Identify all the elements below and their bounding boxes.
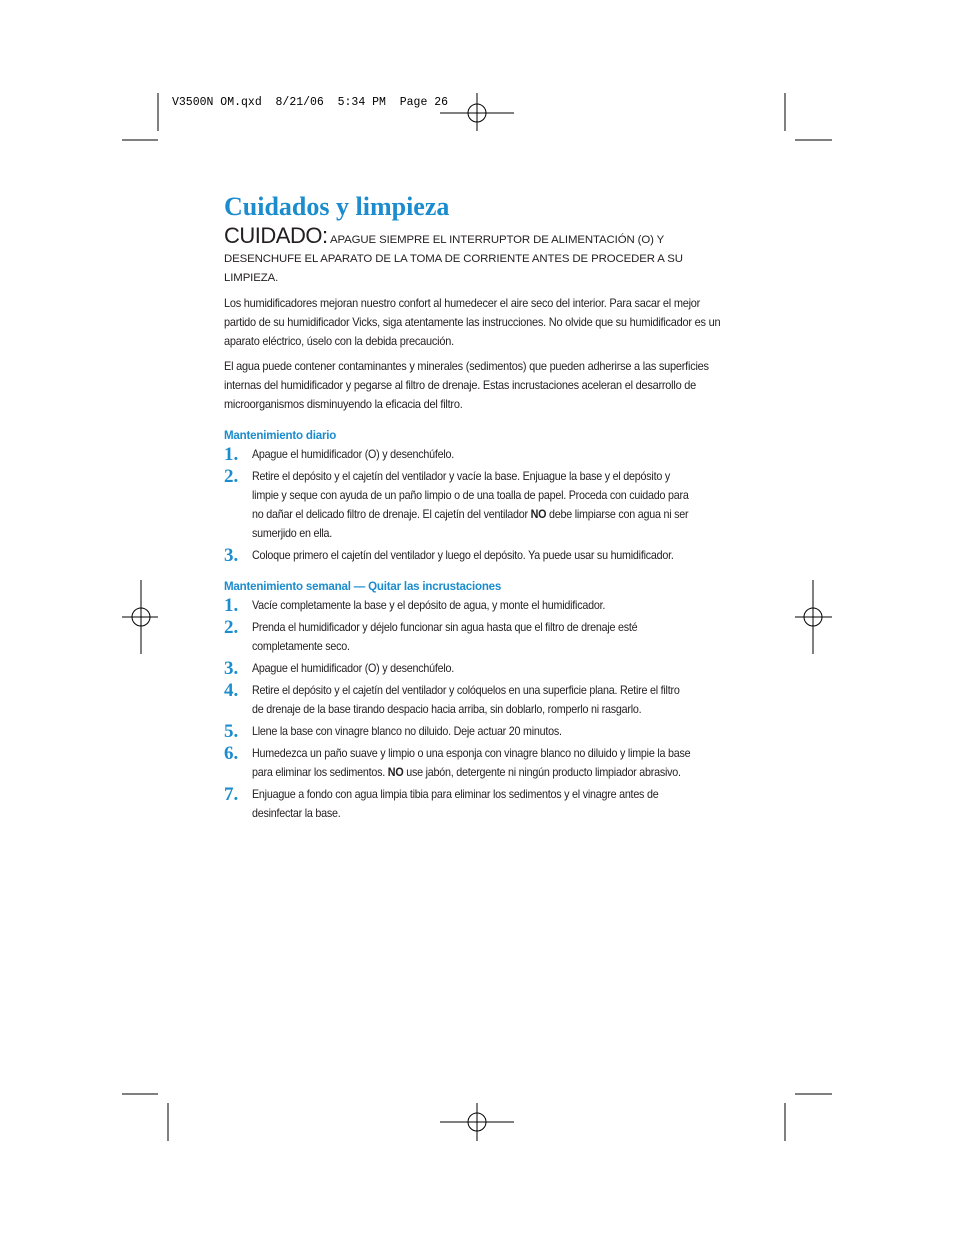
intro-paragraph: Los humidificadores mejoran nuestro confort al humedecer el aire seco del interior. Para sacar el mejor partido de su humidificador Vicks, siga atentamente las instrucciones. No olvide que su humidificador es un aparato eléctrico, úselo con la debida precaución. — [224, 296, 721, 348]
step-number: 7. — [224, 784, 239, 805]
step-text: Retire el depósito y el cajetín del ventilador y colóquelos en una superficie plana. Retire el filtro de drenaje de la base tirando despacio hacia arriba, sin doblarlo, romperlo ni rasgarlo. — [252, 683, 680, 716]
list-item — [224, 785, 734, 823]
sediment-paragraph: El agua puede contener contaminantes y minerales (sedimentos) que pueden adherirse a las superficies internas del humidificador y pegarse al filtro de drenaje. Estas incrustaciones aceleran el desarrollo de microorganismos disminuyendo la eficacia del filtro. — [224, 359, 709, 411]
step-number: 6. — [224, 743, 239, 764]
emphasis-no: NO — [387, 765, 404, 779]
list-item — [224, 618, 734, 656]
step-text-part: debe limpiarse con agua ni ser sumerjido en ella. — [252, 507, 689, 540]
step-text-part: Retire el depósito y el cajetín del ventilador y vacíe la base. Enjuague la base y el depósito y limpie y seque con ayuda de un paño limpio o de una toalla de papel. Proceda con cuidado para no dañar el delicado filtro de drenaje. El cajetín del ventilador — [252, 469, 689, 521]
page-title: Cuidados y limpieza — [224, 192, 450, 221]
weekly-steps — [224, 596, 734, 823]
daily-steps — [224, 445, 734, 565]
step-text: Enjuague a fondo con agua limpia tibia para eliminar los sedimentos y el vinagre antes de desinfectar la base. — [252, 787, 659, 820]
list-item — [224, 596, 734, 615]
step-text-part: use jabón, detergente ni ningún producto limpiador abrasivo. — [403, 765, 681, 779]
step-number: 5. — [224, 721, 239, 742]
caution-text: APAGUE SIEMPRE EL INTERRUPTOR DE ALIMENTACIÓN (O) Y DESENCHUFE EL APARATO DE LA TOMA DE CORRIENTE ANTES DE PROCEDER A SU LIMPIEZA. — [224, 234, 683, 284]
step-number: 4. — [224, 680, 239, 701]
step-text: Prenda el humidificador y déjelo funcionar sin agua hasta que el filtro de drenaje esté completamente seco. — [252, 620, 638, 653]
step-number: 1. — [224, 595, 239, 616]
step-number: 3. — [224, 545, 239, 566]
list-item — [224, 445, 734, 464]
list-item — [224, 744, 734, 782]
step-text: Apague el humidificador (O) y desenchúfelo. — [252, 661, 455, 675]
slug-line: V3500N OM.qxd 8/21/06 5:34 PM Page 26 — [172, 96, 449, 109]
list-item — [224, 546, 734, 565]
weekly-heading: Mantenimiento semanal — Quitar las incrustaciones — [224, 579, 502, 593]
step-text: Apague el humidificador (O) y desenchúfelo. — [252, 447, 455, 461]
step-text: Llene la base con vinagre blanco no diluido. Deje actuar 20 minutos. — [252, 724, 562, 738]
list-item — [224, 467, 734, 543]
caution-notice — [224, 223, 734, 288]
step-text: Coloque primero el cajetín del ventilador y luego el depósito. Ya puede usar su humidificador. — [252, 548, 674, 562]
step-number: 3. — [224, 658, 239, 679]
step-text: Vacíe completamente la base y el depósito de agua, y monte el humidificador. — [252, 598, 606, 612]
list-item — [224, 681, 734, 719]
daily-heading: Mantenimiento diario — [224, 428, 337, 442]
emphasis-no: NO — [530, 507, 547, 521]
step-number: 1. — [224, 444, 239, 465]
step-text — [252, 467, 691, 543]
step-text-part: Humedezca un paño suave y limpio o una esponja con vinagre blanco no diluido y limpie la base para eliminar los sedimentos. — [252, 746, 691, 779]
caution-label: CUIDADO: — [224, 223, 328, 248]
page-content — [224, 190, 734, 823]
list-item — [224, 659, 734, 678]
list-item — [224, 722, 734, 741]
step-number: 2. — [224, 617, 239, 638]
step-number: 2. — [224, 466, 239, 487]
step-text — [252, 744, 691, 782]
